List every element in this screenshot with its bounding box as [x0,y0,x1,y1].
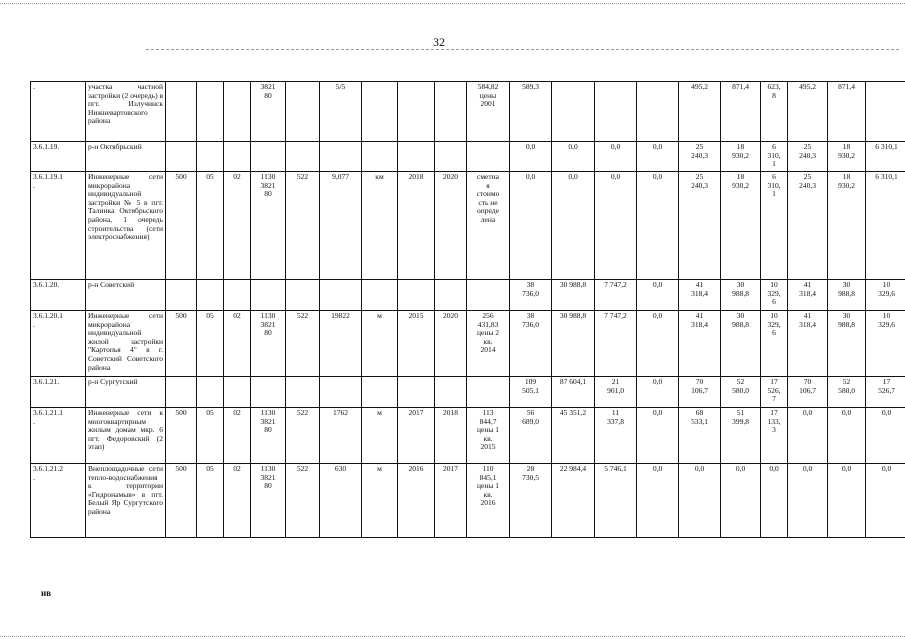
year3-total-cell: 25 240,3 [788,142,828,172]
year2-total-cell: 25 240,3 [679,142,721,172]
page-top-edge [0,3,905,4]
year2-total-cell: 41 318,4 [679,311,721,377]
regional-budget-cell: 22 984,4 [552,464,595,538]
subsection-cell [224,377,251,408]
ministry-code-cell [166,82,197,142]
year2-regional-cell: 0,0 [721,464,761,538]
row-name-cell: Инженерные сети микрорайона индивидуальной жилой застройки "Картопья 4" в г. Советский Советского района [86,311,166,377]
capacity-cell: 19822 [320,311,362,377]
estimated-cost-cell: 256 431,83 цены 2 кв. 2014 [467,311,510,377]
row-name-cell: Внеплощадочные сети тепло-водоснабжения к территории «Гидронамыв» в пгт. Белый Яр Сургутского района [86,464,166,538]
subsection-cell: 02 [224,311,251,377]
year2-total-cell: 0,0 [679,464,721,538]
year3-local-cell: 6 310,1 [866,172,905,280]
year3-local-cell: 6 310,1 [866,142,905,172]
capacity-cell: 630 [320,464,362,538]
local-budget-cell: 7 747,2 [595,280,637,311]
local-budget-cell [595,82,637,142]
year3-total-cell: 25 240,3 [788,172,828,280]
capacity-cell: 5/5 [320,82,362,142]
year3-local-cell [866,82,905,142]
end-year-cell: 2020 [435,311,467,377]
start-year-cell [398,377,435,408]
year2-regional-cell: 18 930,2 [721,172,761,280]
total-cell: 28 730,5 [510,464,552,538]
year2-local-cell: 17 133, 3 [761,408,788,464]
year2-total-cell: 41 318,4 [679,280,721,311]
estimated-cost-cell: 113 844,7 цены 1 кв. 2015 [467,408,510,464]
year2-local-cell: 17 526, 7 [761,377,788,408]
other-sources-cell: 0,0 [637,408,679,464]
year3-local-cell: 10 329,6 [866,280,905,311]
expense-type-cell: 522 [286,172,320,280]
budget-table [30,81,905,538]
section-cell [197,82,224,142]
other-sources-cell: 0,0 [637,377,679,408]
row-code-cell: 3.6.1.20.1 . [31,311,86,377]
table-row [31,311,905,377]
year3-local-cell: 0,0 [866,408,905,464]
ministry-code-cell: 500 [166,408,197,464]
regional-budget-cell: 30 988,8 [552,280,595,311]
capacity-cell [320,377,362,408]
year3-regional-cell: 0,0 [828,464,866,538]
ministry-code-cell: 500 [166,464,197,538]
year2-regional-cell: 51 399,8 [721,408,761,464]
year3-regional-cell: 18 930,2 [828,172,866,280]
row-code-cell: 3.6.1.21. [31,377,86,408]
local-budget-cell: 7 747,2 [595,311,637,377]
subsection-cell [224,82,251,142]
ministry-code-cell [166,280,197,311]
year3-local-cell: 17 526,7 [866,377,905,408]
row-code-cell: 3.6.1.19.1 . [31,172,86,280]
local-budget-cell: 0,0 [595,172,637,280]
start-year-cell: 2018 [398,172,435,280]
section-cell: 05 [197,464,224,538]
estimated-cost-cell: 110 845,1 цены 1 кв. 2016 [467,464,510,538]
unit-cell [362,377,398,408]
section-cell [197,142,224,172]
year3-regional-cell: 0,0 [828,408,866,464]
start-year-cell [398,82,435,142]
table-row [31,464,905,538]
row-code-cell: 3.6.1.21.1 . [31,408,86,464]
expense-type-cell [286,377,320,408]
row-name-cell: р-н Сургутский [86,377,166,408]
row-name-cell: Инженерные сети к многоквартирным жилым домам мкр. 6 пгт. Федоровский (2 этап) [86,408,166,464]
total-cell: 109 505,1 [510,377,552,408]
target-article-cell [251,142,286,172]
target-article-cell: 1130 3821 80 [251,172,286,280]
year2-total-cell: 68 533,1 [679,408,721,464]
local-budget-cell: 21 901,0 [595,377,637,408]
year2-regional-cell: 30 988,8 [721,311,761,377]
other-sources-cell: 0,0 [637,311,679,377]
page-number: 32 [433,35,445,49]
footer-mark: ив [41,588,52,598]
end-year-cell [435,280,467,311]
other-sources-cell: 0,0 [637,172,679,280]
unit-cell [362,82,398,142]
row-name-cell: Инженерные сети микрорайона индивидуальной застройки № 5 в пгт. Талинка Октябрьского района, 1 очередь строительства (сети электроснабжения) [86,172,166,280]
start-year-cell: 2015 [398,311,435,377]
start-year-cell [398,142,435,172]
row-name-cell: участка частной застройки (2 очередь) в пгт. Излучинск Нижневартовского района [86,82,166,142]
year2-local-cell: 10 329, 6 [761,311,788,377]
expense-type-cell: 522 [286,464,320,538]
target-article-cell: 1130 3821 80 [251,408,286,464]
subsection-cell: 02 [224,172,251,280]
year2-total-cell: 70 106,7 [679,377,721,408]
year3-total-cell: 0,0 [788,464,828,538]
year3-local-cell: 0,0 [866,464,905,538]
subsection-cell: 02 [224,408,251,464]
other-sources-cell: 0,0 [637,280,679,311]
table-row [31,142,905,172]
total-cell: 0,0 [510,142,552,172]
subsection-cell [224,280,251,311]
table-row [31,172,905,280]
capacity-cell [320,142,362,172]
start-year-cell: 2017 [398,408,435,464]
capacity-cell: 9,077 [320,172,362,280]
regional-budget-cell: 30 988,8 [552,311,595,377]
start-year-cell: 2016 [398,464,435,538]
estimated-cost-cell: сметна я стоимо сть не опреде лена [467,172,510,280]
section-cell: 05 [197,311,224,377]
table-row [31,408,905,464]
estimated-cost-cell [467,377,510,408]
table-row [31,377,905,408]
year2-local-cell: 0,0 [761,464,788,538]
table-row [31,280,905,311]
table-body [31,82,905,538]
ministry-code-cell: 500 [166,311,197,377]
year2-local-cell: 6 310, 1 [761,172,788,280]
target-article-cell: 1130 3821 80 [251,464,286,538]
estimated-cost-cell: 584,82 цены 2001 [467,82,510,142]
total-cell: 38 736,0 [510,280,552,311]
local-budget-cell: 5 746,1 [595,464,637,538]
expense-type-cell [286,142,320,172]
ministry-code-cell: 500 [166,172,197,280]
year3-regional-cell: 871,4 [828,82,866,142]
unit-cell: м [362,408,398,464]
total-cell: 38 736,0 [510,311,552,377]
row-name-cell: р-н Октябрьский [86,142,166,172]
year3-total-cell: 0,0 [788,408,828,464]
subsection-cell [224,142,251,172]
expense-type-cell [286,82,320,142]
section-cell: 05 [197,172,224,280]
total-cell: 0,0 [510,172,552,280]
row-code-cell: 3.6.1.20. [31,280,86,311]
estimated-cost-cell [467,142,510,172]
ministry-code-cell [166,142,197,172]
end-year-cell: 2020 [435,172,467,280]
expense-type-cell: 522 [286,408,320,464]
regional-budget-cell: 0,0 [552,142,595,172]
year3-total-cell: 70 106,7 [788,377,828,408]
table-row [31,82,905,142]
end-year-cell [435,377,467,408]
total-cell: 56 689,0 [510,408,552,464]
unit-cell: м [362,311,398,377]
header-rule [146,49,899,50]
year3-local-cell: 10 329,6 [866,311,905,377]
year3-regional-cell: 30 988,8 [828,311,866,377]
subsection-cell: 02 [224,464,251,538]
end-year-cell [435,82,467,142]
year3-total-cell: 41 318,4 [788,311,828,377]
year2-local-cell: 6 310, 1 [761,142,788,172]
unit-cell: км [362,172,398,280]
row-code-cell: . [31,82,86,142]
year2-local-cell: 10 329, 6 [761,280,788,311]
unit-cell [362,142,398,172]
local-budget-cell: 0,0 [595,142,637,172]
target-article-cell: 1130 3821 80 [251,311,286,377]
year3-regional-cell: 18 930,2 [828,142,866,172]
estimated-cost-cell [467,280,510,311]
local-budget-cell: 11 337,8 [595,408,637,464]
year3-regional-cell: 52 580,0 [828,377,866,408]
end-year-cell [435,142,467,172]
year2-local-cell: 623, 8 [761,82,788,142]
other-sources-cell [637,82,679,142]
regional-budget-cell [552,82,595,142]
end-year-cell: 2018 [435,408,467,464]
start-year-cell [398,280,435,311]
total-cell: 589,3 [510,82,552,142]
other-sources-cell: 0,0 [637,464,679,538]
year2-total-cell: 25 240,3 [679,172,721,280]
target-article-cell [251,280,286,311]
year2-regional-cell: 52 580,0 [721,377,761,408]
section-cell: 05 [197,408,224,464]
expense-type-cell [286,280,320,311]
section-cell [197,280,224,311]
target-article-cell [251,377,286,408]
row-code-cell: 3.6.1.21.2 . [31,464,86,538]
year2-total-cell: 495,2 [679,82,721,142]
other-sources-cell: 0,0 [637,142,679,172]
year2-regional-cell: 871,4 [721,82,761,142]
row-name-cell: р-н Советский [86,280,166,311]
regional-budget-cell: 87 604,1 [552,377,595,408]
target-article-cell: 3821 80 [251,82,286,142]
unit-cell [362,280,398,311]
unit-cell: м [362,464,398,538]
regional-budget-cell: 0,0 [552,172,595,280]
page-bottom-edge [0,636,905,637]
capacity-cell: 1762 [320,408,362,464]
year2-regional-cell: 18 930,2 [721,142,761,172]
ministry-code-cell [166,377,197,408]
year3-total-cell: 495,2 [788,82,828,142]
row-code-cell: 3.6.1.19. [31,142,86,172]
capacity-cell [320,280,362,311]
end-year-cell: 2017 [435,464,467,538]
section-cell [197,377,224,408]
expense-type-cell: 522 [286,311,320,377]
regional-budget-cell: 45 351,2 [552,408,595,464]
year3-regional-cell: 30 988,8 [828,280,866,311]
year2-regional-cell: 30 988,8 [721,280,761,311]
year3-total-cell: 41 318,4 [788,280,828,311]
